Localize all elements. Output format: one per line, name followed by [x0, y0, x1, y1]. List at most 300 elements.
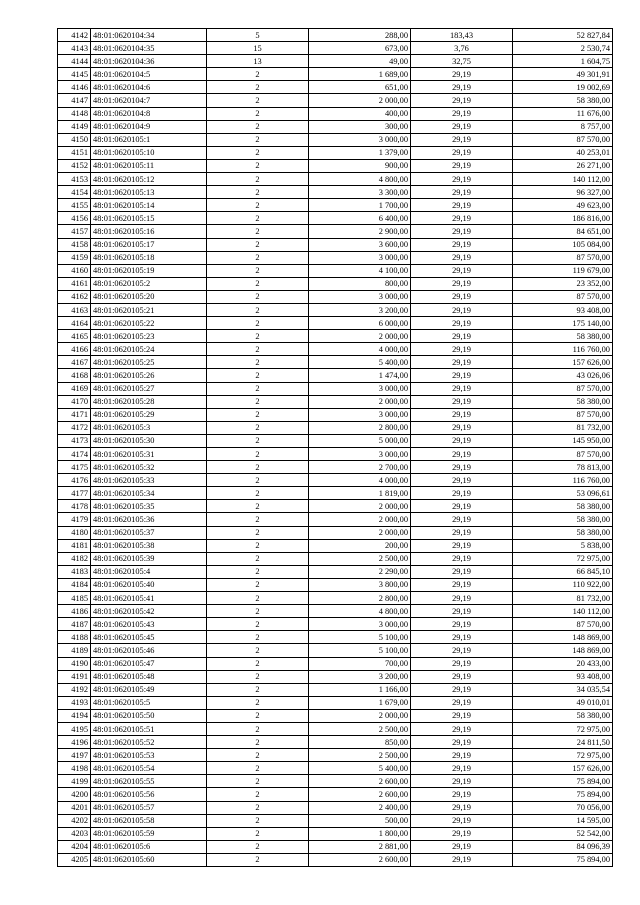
row-number-cell: 4143 — [58, 42, 91, 55]
value-cell: 175 140,00 — [513, 317, 613, 330]
rate-cell: 29,19 — [411, 382, 513, 395]
table-row — [58, 382, 613, 395]
cadastral-number-cell: 48:01:0620105:24 — [91, 343, 207, 356]
value-cell: 20 433,00 — [513, 657, 613, 670]
row-number-cell: 4171 — [58, 408, 91, 421]
cadastral-number-cell: 48:01:0620105:13 — [91, 186, 207, 199]
category-cell: 2 — [207, 159, 309, 172]
rate-cell: 29,19 — [411, 421, 513, 434]
table-body — [58, 29, 613, 867]
cadastral-number-cell: 48:01:0620105:47 — [91, 657, 207, 670]
area-cell: 5 400,00 — [309, 356, 411, 369]
row-number-cell: 4188 — [58, 631, 91, 644]
area-cell: 3 800,00 — [309, 578, 411, 591]
rate-cell: 29,19 — [411, 369, 513, 382]
category-cell: 2 — [207, 565, 309, 578]
row-number-cell: 4201 — [58, 801, 91, 814]
value-cell: 81 732,00 — [513, 421, 613, 434]
row-number-cell: 4183 — [58, 565, 91, 578]
cadastral-number-cell: 48:01:0620105:39 — [91, 552, 207, 565]
table-row — [58, 775, 613, 788]
category-cell: 2 — [207, 605, 309, 618]
value-cell: 49 623,00 — [513, 199, 613, 212]
area-cell: 1 166,00 — [309, 683, 411, 696]
area-cell: 2 600,00 — [309, 853, 411, 866]
area-cell: 2 400,00 — [309, 801, 411, 814]
cadastral-number-cell: 48:01:0620105:18 — [91, 251, 207, 264]
value-cell: 52 542,00 — [513, 827, 613, 840]
rate-cell: 29,19 — [411, 814, 513, 827]
category-cell: 2 — [207, 434, 309, 447]
row-number-cell: 4144 — [58, 55, 91, 68]
area-cell: 2 000,00 — [309, 500, 411, 513]
cadastral-number-cell: 48:01:0620105:40 — [91, 578, 207, 591]
cadastral-number-cell: 48:01:0620105:23 — [91, 330, 207, 343]
table-row — [58, 107, 613, 120]
table-row — [58, 552, 613, 565]
category-cell: 2 — [207, 474, 309, 487]
value-cell: 105 084,00 — [513, 238, 613, 251]
cadastral-number-cell: 48:01:0620105:36 — [91, 513, 207, 526]
cadastral-number-cell: 48:01:0620105:51 — [91, 722, 207, 735]
table-row — [58, 762, 613, 775]
cadastral-number-cell: 48:01:0620105:45 — [91, 631, 207, 644]
cadastral-number-cell: 48:01:0620104:36 — [91, 55, 207, 68]
rate-cell: 29,19 — [411, 173, 513, 186]
cadastral-number-cell: 48:01:0620105:20 — [91, 290, 207, 303]
category-cell: 2 — [207, 277, 309, 290]
table-row — [58, 827, 613, 840]
row-number-cell: 4185 — [58, 592, 91, 605]
rate-cell: 29,19 — [411, 199, 513, 212]
rate-cell: 29,19 — [411, 277, 513, 290]
table-row — [58, 395, 613, 408]
row-number-cell: 4186 — [58, 605, 91, 618]
cadastral-number-cell: 48:01:0620105:58 — [91, 814, 207, 827]
table-row — [58, 173, 613, 186]
table-row — [58, 578, 613, 591]
row-number-cell: 4173 — [58, 434, 91, 447]
area-cell: 1 700,00 — [309, 199, 411, 212]
table-row — [58, 605, 613, 618]
value-cell: 81 732,00 — [513, 592, 613, 605]
table-row — [58, 814, 613, 827]
category-cell: 2 — [207, 251, 309, 264]
table-row — [58, 94, 613, 107]
value-cell: 84 096,39 — [513, 840, 613, 853]
category-cell: 2 — [207, 618, 309, 631]
area-cell: 3 200,00 — [309, 670, 411, 683]
area-cell: 1 474,00 — [309, 369, 411, 382]
table-row — [58, 565, 613, 578]
value-cell: 148 869,00 — [513, 644, 613, 657]
table-row — [58, 487, 613, 500]
category-cell: 2 — [207, 356, 309, 369]
area-cell: 900,00 — [309, 159, 411, 172]
area-cell: 3 000,00 — [309, 618, 411, 631]
value-cell: 19 002,69 — [513, 81, 613, 94]
table-row — [58, 709, 613, 722]
category-cell: 2 — [207, 487, 309, 500]
rate-cell: 29,19 — [411, 827, 513, 840]
rate-cell: 3,76 — [411, 42, 513, 55]
category-cell: 2 — [207, 513, 309, 526]
cadastral-number-cell: 48:01:0620105:49 — [91, 683, 207, 696]
table-row — [58, 317, 613, 330]
value-cell: 140 112,00 — [513, 173, 613, 186]
row-number-cell: 4190 — [58, 657, 91, 670]
value-cell: 66 845,10 — [513, 565, 613, 578]
table-row — [58, 513, 613, 526]
rate-cell: 29,19 — [411, 696, 513, 709]
value-cell: 87 570,00 — [513, 408, 613, 421]
area-cell: 2 500,00 — [309, 749, 411, 762]
value-cell: 58 380,00 — [513, 709, 613, 722]
row-number-cell: 4200 — [58, 788, 91, 801]
value-cell: 72 975,00 — [513, 749, 613, 762]
category-cell: 2 — [207, 592, 309, 605]
cadastral-number-cell: 48:01:0620105:28 — [91, 395, 207, 408]
category-cell: 2 — [207, 146, 309, 159]
table-row — [58, 696, 613, 709]
table-row — [58, 461, 613, 474]
rate-cell: 29,19 — [411, 565, 513, 578]
cadastral-number-cell: 48:01:0620105:42 — [91, 605, 207, 618]
area-cell: 2 000,00 — [309, 94, 411, 107]
value-cell: 1 604,75 — [513, 55, 613, 68]
row-number-cell: 4187 — [58, 618, 91, 631]
row-number-cell: 4205 — [58, 853, 91, 866]
cadastral-number-cell: 48:01:0620105:50 — [91, 709, 207, 722]
value-cell: 186 816,00 — [513, 212, 613, 225]
category-cell: 2 — [207, 853, 309, 866]
category-cell: 2 — [207, 526, 309, 539]
rate-cell: 29,19 — [411, 146, 513, 159]
category-cell: 2 — [207, 264, 309, 277]
rate-cell: 29,19 — [411, 683, 513, 696]
value-cell: 11 676,00 — [513, 107, 613, 120]
row-number-cell: 4189 — [58, 644, 91, 657]
cadastral-number-cell: 48:01:0620105:4 — [91, 565, 207, 578]
value-cell: 52 827,84 — [513, 29, 613, 42]
category-cell: 2 — [207, 238, 309, 251]
rate-cell: 29,19 — [411, 395, 513, 408]
area-cell: 850,00 — [309, 736, 411, 749]
rate-cell: 29,19 — [411, 578, 513, 591]
category-cell: 2 — [207, 173, 309, 186]
category-cell: 5 — [207, 29, 309, 42]
value-cell: 93 408,00 — [513, 303, 613, 316]
rate-cell: 29,19 — [411, 736, 513, 749]
row-number-cell: 4150 — [58, 133, 91, 146]
cadastral-number-cell: 48:01:0620105:16 — [91, 225, 207, 238]
cadastral-number-cell: 48:01:0620105:46 — [91, 644, 207, 657]
rate-cell: 29,19 — [411, 840, 513, 853]
cadastral-number-cell: 48:01:0620105:56 — [91, 788, 207, 801]
cadastral-number-cell: 48:01:0620105:48 — [91, 670, 207, 683]
category-cell: 2 — [207, 644, 309, 657]
row-number-cell: 4202 — [58, 814, 91, 827]
row-number-cell: 4162 — [58, 290, 91, 303]
row-number-cell: 4182 — [58, 552, 91, 565]
cadastral-number-cell: 48:01:0620105:52 — [91, 736, 207, 749]
row-number-cell: 4199 — [58, 775, 91, 788]
table-row — [58, 448, 613, 461]
area-cell: 651,00 — [309, 81, 411, 94]
area-cell: 3 000,00 — [309, 133, 411, 146]
rate-cell: 29,19 — [411, 631, 513, 644]
table-row — [58, 264, 613, 277]
area-cell: 3 000,00 — [309, 251, 411, 264]
area-cell: 800,00 — [309, 277, 411, 290]
rate-cell: 29,19 — [411, 762, 513, 775]
rate-cell: 29,19 — [411, 474, 513, 487]
rate-cell: 29,19 — [411, 81, 513, 94]
cadastral-number-cell: 48:01:0620105:10 — [91, 146, 207, 159]
table-row — [58, 788, 613, 801]
cadastral-number-cell: 48:01:0620105:21 — [91, 303, 207, 316]
table-row — [58, 42, 613, 55]
row-number-cell: 4193 — [58, 696, 91, 709]
value-cell: 148 869,00 — [513, 631, 613, 644]
value-cell: 84 651,00 — [513, 225, 613, 238]
table-row — [58, 592, 613, 605]
row-number-cell: 4172 — [58, 421, 91, 434]
cadastral-number-cell: 48:01:0620104:9 — [91, 120, 207, 133]
value-cell: 87 570,00 — [513, 251, 613, 264]
rate-cell: 29,19 — [411, 500, 513, 513]
area-cell: 5 100,00 — [309, 644, 411, 657]
rate-cell: 29,19 — [411, 343, 513, 356]
cadastral-number-cell: 48:01:0620105:15 — [91, 212, 207, 225]
area-cell: 500,00 — [309, 814, 411, 827]
area-cell: 1 689,00 — [309, 68, 411, 81]
cadastral-number-cell: 48:01:0620105:53 — [91, 749, 207, 762]
value-cell: 5 838,00 — [513, 539, 613, 552]
rate-cell: 29,19 — [411, 605, 513, 618]
category-cell: 2 — [207, 539, 309, 552]
table-row — [58, 474, 613, 487]
row-number-cell: 4161 — [58, 277, 91, 290]
cadastral-number-cell: 48:01:0620105:27 — [91, 382, 207, 395]
table-row — [58, 55, 613, 68]
category-cell: 2 — [207, 775, 309, 788]
cadastral-number-cell: 48:01:0620105:55 — [91, 775, 207, 788]
rate-cell: 29,19 — [411, 303, 513, 316]
rate-cell: 29,19 — [411, 94, 513, 107]
table-row — [58, 68, 613, 81]
area-cell: 4 800,00 — [309, 173, 411, 186]
area-cell: 2 500,00 — [309, 722, 411, 735]
category-cell: 2 — [207, 133, 309, 146]
value-cell: 93 408,00 — [513, 670, 613, 683]
rate-cell: 29,19 — [411, 330, 513, 343]
row-number-cell: 4152 — [58, 159, 91, 172]
category-cell: 2 — [207, 801, 309, 814]
row-number-cell: 4165 — [58, 330, 91, 343]
area-cell: 1 679,00 — [309, 696, 411, 709]
value-cell: 23 352,00 — [513, 277, 613, 290]
rate-cell: 29,19 — [411, 251, 513, 264]
cadastral-number-cell: 48:01:0620105:32 — [91, 461, 207, 474]
value-cell: 116 760,00 — [513, 474, 613, 487]
category-cell: 2 — [207, 421, 309, 434]
cadastral-number-cell: 48:01:0620105:35 — [91, 500, 207, 513]
cadastral-number-cell: 48:01:0620105:31 — [91, 448, 207, 461]
category-cell: 2 — [207, 317, 309, 330]
rate-cell: 29,19 — [411, 448, 513, 461]
cadastral-number-cell: 48:01:0620105:34 — [91, 487, 207, 500]
row-number-cell: 4191 — [58, 670, 91, 683]
row-number-cell: 4157 — [58, 225, 91, 238]
cadastral-number-cell: 48:01:0620105:6 — [91, 840, 207, 853]
table-row — [58, 159, 613, 172]
table-row — [58, 186, 613, 199]
row-number-cell: 4158 — [58, 238, 91, 251]
cadastral-number-cell: 48:01:0620104:7 — [91, 94, 207, 107]
row-number-cell: 4203 — [58, 827, 91, 840]
rate-cell: 29,19 — [411, 592, 513, 605]
row-number-cell: 4155 — [58, 199, 91, 212]
cadastral-number-cell: 48:01:0620105:33 — [91, 474, 207, 487]
value-cell: 58 380,00 — [513, 94, 613, 107]
value-cell: 78 813,00 — [513, 461, 613, 474]
category-cell: 2 — [207, 94, 309, 107]
cadastral-number-cell: 48:01:0620104:5 — [91, 68, 207, 81]
area-cell: 700,00 — [309, 657, 411, 670]
row-number-cell: 4167 — [58, 356, 91, 369]
row-number-cell: 4170 — [58, 395, 91, 408]
rate-cell: 29,19 — [411, 539, 513, 552]
value-cell: 49 301,91 — [513, 68, 613, 81]
category-cell: 2 — [207, 840, 309, 853]
area-cell: 1 819,00 — [309, 487, 411, 500]
area-cell: 2 700,00 — [309, 461, 411, 474]
cadastral-number-cell: 48:01:0620105:29 — [91, 408, 207, 421]
category-cell: 2 — [207, 186, 309, 199]
category-cell: 2 — [207, 303, 309, 316]
category-cell: 13 — [207, 55, 309, 68]
rate-cell: 29,19 — [411, 238, 513, 251]
area-cell: 3 600,00 — [309, 238, 411, 251]
area-cell: 2 000,00 — [309, 526, 411, 539]
cadastral-number-cell: 48:01:0620105:57 — [91, 801, 207, 814]
area-cell: 200,00 — [309, 539, 411, 552]
value-cell: 72 975,00 — [513, 722, 613, 735]
value-cell: 96 327,00 — [513, 186, 613, 199]
rate-cell: 29,19 — [411, 186, 513, 199]
area-cell: 49,00 — [309, 55, 411, 68]
category-cell: 2 — [207, 709, 309, 722]
rate-cell: 32,75 — [411, 55, 513, 68]
value-cell: 157 626,00 — [513, 762, 613, 775]
table-row — [58, 801, 613, 814]
value-cell: 87 570,00 — [513, 133, 613, 146]
row-number-cell: 4204 — [58, 840, 91, 853]
table-row — [58, 277, 613, 290]
row-number-cell: 4197 — [58, 749, 91, 762]
area-cell: 2 290,00 — [309, 565, 411, 578]
rate-cell: 29,19 — [411, 526, 513, 539]
table-row — [58, 330, 613, 343]
area-cell: 5 000,00 — [309, 434, 411, 447]
category-cell: 2 — [207, 81, 309, 94]
rate-cell: 29,19 — [411, 788, 513, 801]
rate-cell: 29,19 — [411, 120, 513, 133]
rate-cell: 29,19 — [411, 225, 513, 238]
table-row — [58, 644, 613, 657]
cadastral-number-cell: 48:01:0620105:30 — [91, 434, 207, 447]
row-number-cell: 4153 — [58, 173, 91, 186]
category-cell: 2 — [207, 212, 309, 225]
cadastral-number-cell: 48:01:0620105:5 — [91, 696, 207, 709]
category-cell: 2 — [207, 552, 309, 565]
row-number-cell: 4169 — [58, 382, 91, 395]
table-row — [58, 840, 613, 853]
row-number-cell: 4180 — [58, 526, 91, 539]
table-row — [58, 618, 613, 631]
row-number-cell: 4142 — [58, 29, 91, 42]
rate-cell: 29,19 — [411, 801, 513, 814]
area-cell: 673,00 — [309, 42, 411, 55]
category-cell: 2 — [207, 696, 309, 709]
table-row — [58, 736, 613, 749]
category-cell: 2 — [207, 736, 309, 749]
category-cell: 2 — [207, 683, 309, 696]
row-number-cell: 4151 — [58, 146, 91, 159]
table-row — [58, 146, 613, 159]
table-row — [58, 225, 613, 238]
value-cell: 14 595,00 — [513, 814, 613, 827]
value-cell: 145 950,00 — [513, 434, 613, 447]
rate-cell: 29,19 — [411, 552, 513, 565]
row-number-cell: 4160 — [58, 264, 91, 277]
value-cell: 40 253,01 — [513, 146, 613, 159]
table-row — [58, 500, 613, 513]
cadastral-number-cell: 48:01:0620105:2 — [91, 277, 207, 290]
value-cell: 2 530,74 — [513, 42, 613, 55]
row-number-cell: 4147 — [58, 94, 91, 107]
row-number-cell: 4156 — [58, 212, 91, 225]
category-cell: 2 — [207, 500, 309, 513]
cadastral-number-cell: 48:01:0620105:26 — [91, 369, 207, 382]
rate-cell: 29,19 — [411, 356, 513, 369]
table-row — [58, 133, 613, 146]
area-cell: 300,00 — [309, 120, 411, 133]
area-cell: 400,00 — [309, 107, 411, 120]
category-cell: 2 — [207, 670, 309, 683]
row-number-cell: 4174 — [58, 448, 91, 461]
row-number-cell: 4168 — [58, 369, 91, 382]
table-row — [58, 343, 613, 356]
table-row — [58, 212, 613, 225]
area-cell: 2 900,00 — [309, 225, 411, 238]
table-row — [58, 657, 613, 670]
table-row — [58, 722, 613, 735]
rate-cell: 29,19 — [411, 317, 513, 330]
rate-cell: 29,19 — [411, 159, 513, 172]
rate-cell: 29,19 — [411, 107, 513, 120]
area-cell: 3 000,00 — [309, 290, 411, 303]
value-cell: 75 894,00 — [513, 853, 613, 866]
value-cell: 87 570,00 — [513, 290, 613, 303]
area-cell: 2 881,00 — [309, 840, 411, 853]
cadastral-number-cell: 48:01:0620105:37 — [91, 526, 207, 539]
rate-cell: 29,19 — [411, 434, 513, 447]
area-cell: 5 100,00 — [309, 631, 411, 644]
cadastral-number-cell: 48:01:0620104:6 — [91, 81, 207, 94]
rate-cell: 29,19 — [411, 133, 513, 146]
